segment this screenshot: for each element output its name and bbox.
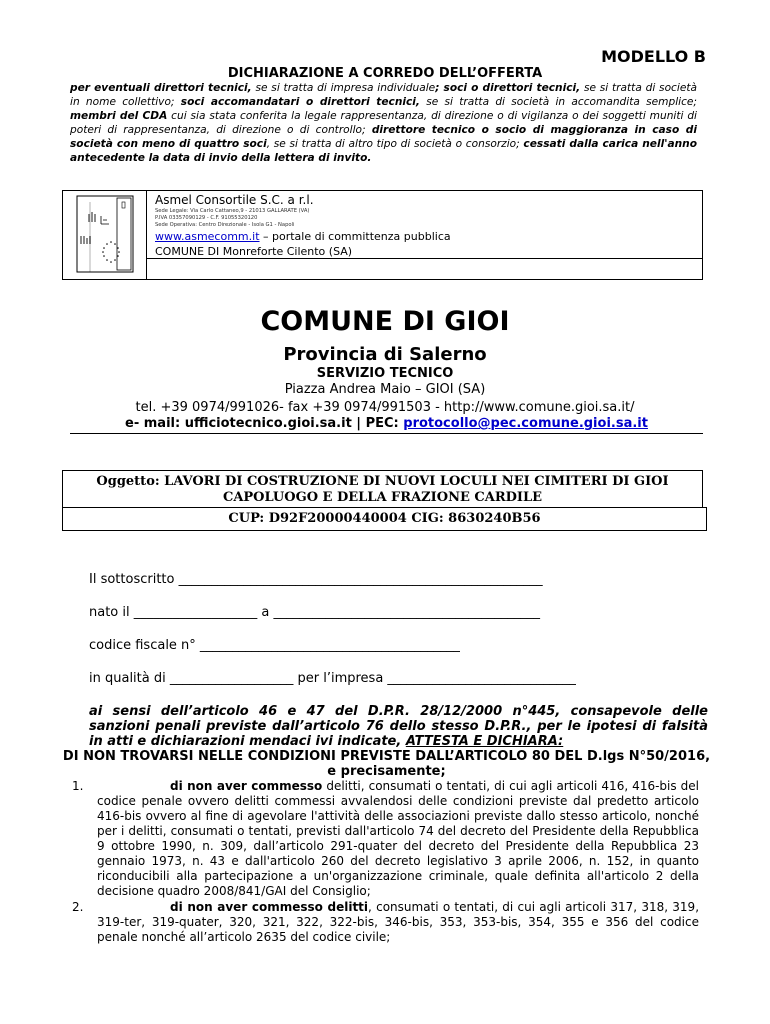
ente-email bbox=[70, 416, 703, 434]
comune-title: COMUNE DI GIOI bbox=[260, 306, 510, 337]
qualita-field[interactable]: in qualità di ___________________ per l’impresa _____________________________ bbox=[89, 671, 576, 686]
item-bold: di non aver commesso delitti bbox=[170, 900, 369, 914]
intro-part: per eventuali direttori tecnici, bbox=[70, 82, 252, 94]
intro-part: , se si tratta di altro tipo di società o consorzio; bbox=[266, 137, 524, 150]
dinon-heading bbox=[62, 749, 711, 779]
item-bold: di non aver commesso bbox=[170, 779, 323, 793]
intro-paragraph bbox=[70, 82, 697, 165]
intro-part: cessati dalla carica nell'anno antecedente la data di invio della lettera di invito. bbox=[70, 137, 697, 164]
sottoscritto-field[interactable]: Il sottoscritto ________________________________________________________ bbox=[89, 572, 543, 587]
codice-fiscale-field[interactable]: codice fiscale n° ________________________________________ bbox=[89, 638, 460, 653]
asmel-legal: Sede Legale: Via Carlo Cattaneo,9 - 21013 GALLARATE (VA) bbox=[155, 208, 310, 214]
ente-address: Piazza Andrea Maio – GIOI (SA) bbox=[284, 382, 486, 397]
intro-part: se si tratta di impresa individuale bbox=[251, 82, 436, 94]
intro-part: direttore tecnico o socio di maggioranza in caso di società con meno di quattro soci bbox=[70, 123, 697, 150]
intro-part: cui sia stata conferita la legale rappresentanza, di direzione o di vigilanza o dei soggetti muniti di poteri di rappresentanza, di direzione o di controllo; bbox=[70, 109, 697, 136]
intro-part: soci accomandatari o direttori tecnici, bbox=[180, 95, 420, 108]
declaration-title: DICHIARAZIONE A CORREDO DELL’OFFERTA bbox=[227, 66, 543, 81]
list-item bbox=[97, 779, 699, 899]
asmel-name: Asmel Consortile S.C. a r.l. bbox=[155, 193, 314, 207]
dinon-line: e precisamente; bbox=[327, 764, 446, 779]
asmel-comune: COMUNE DI Monreforte Cilento (SA) bbox=[155, 245, 353, 258]
ente-phone: tel. +39 0974/991026- fax +39 0974/991503 - http://www.comune.gioi.sa.it/ bbox=[135, 400, 635, 415]
oggetto-line: Oggetto: LAVORI DI COSTRUZIONE DI NUOVI LOCULI NEI CIMITERI DI GIOI bbox=[96, 474, 669, 489]
pec-link[interactable]: protocollo@pec.comune.gioi.sa.it bbox=[403, 416, 648, 431]
item-number: 1. bbox=[72, 779, 84, 793]
asmel-separator bbox=[147, 258, 703, 259]
intro-part: se si tratta di società in nome collettivo; bbox=[70, 82, 697, 108]
attesta-paragraph bbox=[89, 704, 708, 749]
dinon-line: DI NON TROVARSI NELLE CONDIZIONI PREVISTE DALL’ARTICOLO 80 DEL D.lgs N°50/2016, bbox=[62, 749, 711, 764]
asmel-piva: P.IVA 03357090129 - C.F. 91055320120 bbox=[155, 215, 258, 221]
item-text: , consumati o tentati, di cui agli articoli 317, 318, 319, 319-ter, 319-quater, 320, 321, 322, 322-bis, 346-bis, 353, 353-bis, 354, 355 e 356 del codice penale nonché all’articolo 2635 del codice civile; bbox=[97, 900, 700, 944]
intro-part: ; soci o direttori tecnici, bbox=[435, 82, 581, 94]
intro-part: se si tratta di società in accomandita semplice; bbox=[419, 95, 697, 108]
item-number: 2. bbox=[72, 900, 84, 914]
attesta-text: ai sensi dell’articolo 46 e 47 del D.P.R. 28/12/2000 n°445, consapevole delle sanzioni penali previste dall’articolo 76 dello stesso D.P.R., per le ipotesi di falsità in atti e dichiarazioni mendaci ivi indicate, bbox=[89, 704, 708, 749]
asmel-operativa: Sede Operativa: Centro Direzionale - Isola G1 - Napoli bbox=[155, 222, 295, 228]
oggetto-line: CAPOLUOGO E DELLA FRAZIONE CARDILE bbox=[222, 490, 543, 505]
attesta-underlined: ATTESTA E DICHIARA: bbox=[405, 734, 564, 749]
asmel-portal-link[interactable]: www.asmecomm.it bbox=[155, 230, 260, 243]
asmel-portal bbox=[155, 230, 451, 243]
list-item bbox=[97, 900, 699, 945]
intro-part: membri del CDA bbox=[70, 109, 168, 122]
asmel-portal-text: – portale di committenza pubblica bbox=[259, 230, 451, 243]
item-text: delitti, consumati o tentati, di cui agli articoli 416, 416-bis del codice penale ovvero delitti commessi avvalendosi delle condizioni previste dal predetto articolo 416-bis ovvero al fine di agevolare l'attività delle associazioni previste dallo stesso articolo, nonché per i delitti, consumati o tentati, previsti dall'articolo 74 del decreto del Presidente della Repubblica 9 ottobre 1990, n. 309, dall’articolo 291-quater del decreto del Presidente della Repubblica 23 gennaio 1973, n. 43 e dall'articolo 260 del decreto legislativo 3 aprile 2006, n. 152, in quanto riconducibili alla partecipazione a un'organizzazione criminale, quale definita all'articolo 2 della decisione quadro 2008/841/GAI del Consiglio; bbox=[97, 779, 700, 898]
nato-field[interactable]: nato il ___________________ a _________________________________________ bbox=[89, 605, 540, 620]
asmel-logo-icon bbox=[75, 194, 135, 274]
provincia-title: Provincia di Salerno bbox=[283, 344, 487, 365]
servizio-title: SERVIZIO TECNICO bbox=[316, 366, 454, 381]
cup-cig-box: CUP: D92F20000440004 CIG: 8630240B56 bbox=[62, 507, 707, 531]
oggetto-box bbox=[62, 470, 703, 508]
model-label: MODELLO B bbox=[601, 47, 706, 66]
ente-email-prefix: e- mail: ufficiotecnico.gioi.sa.it | PEC: bbox=[125, 416, 404, 431]
